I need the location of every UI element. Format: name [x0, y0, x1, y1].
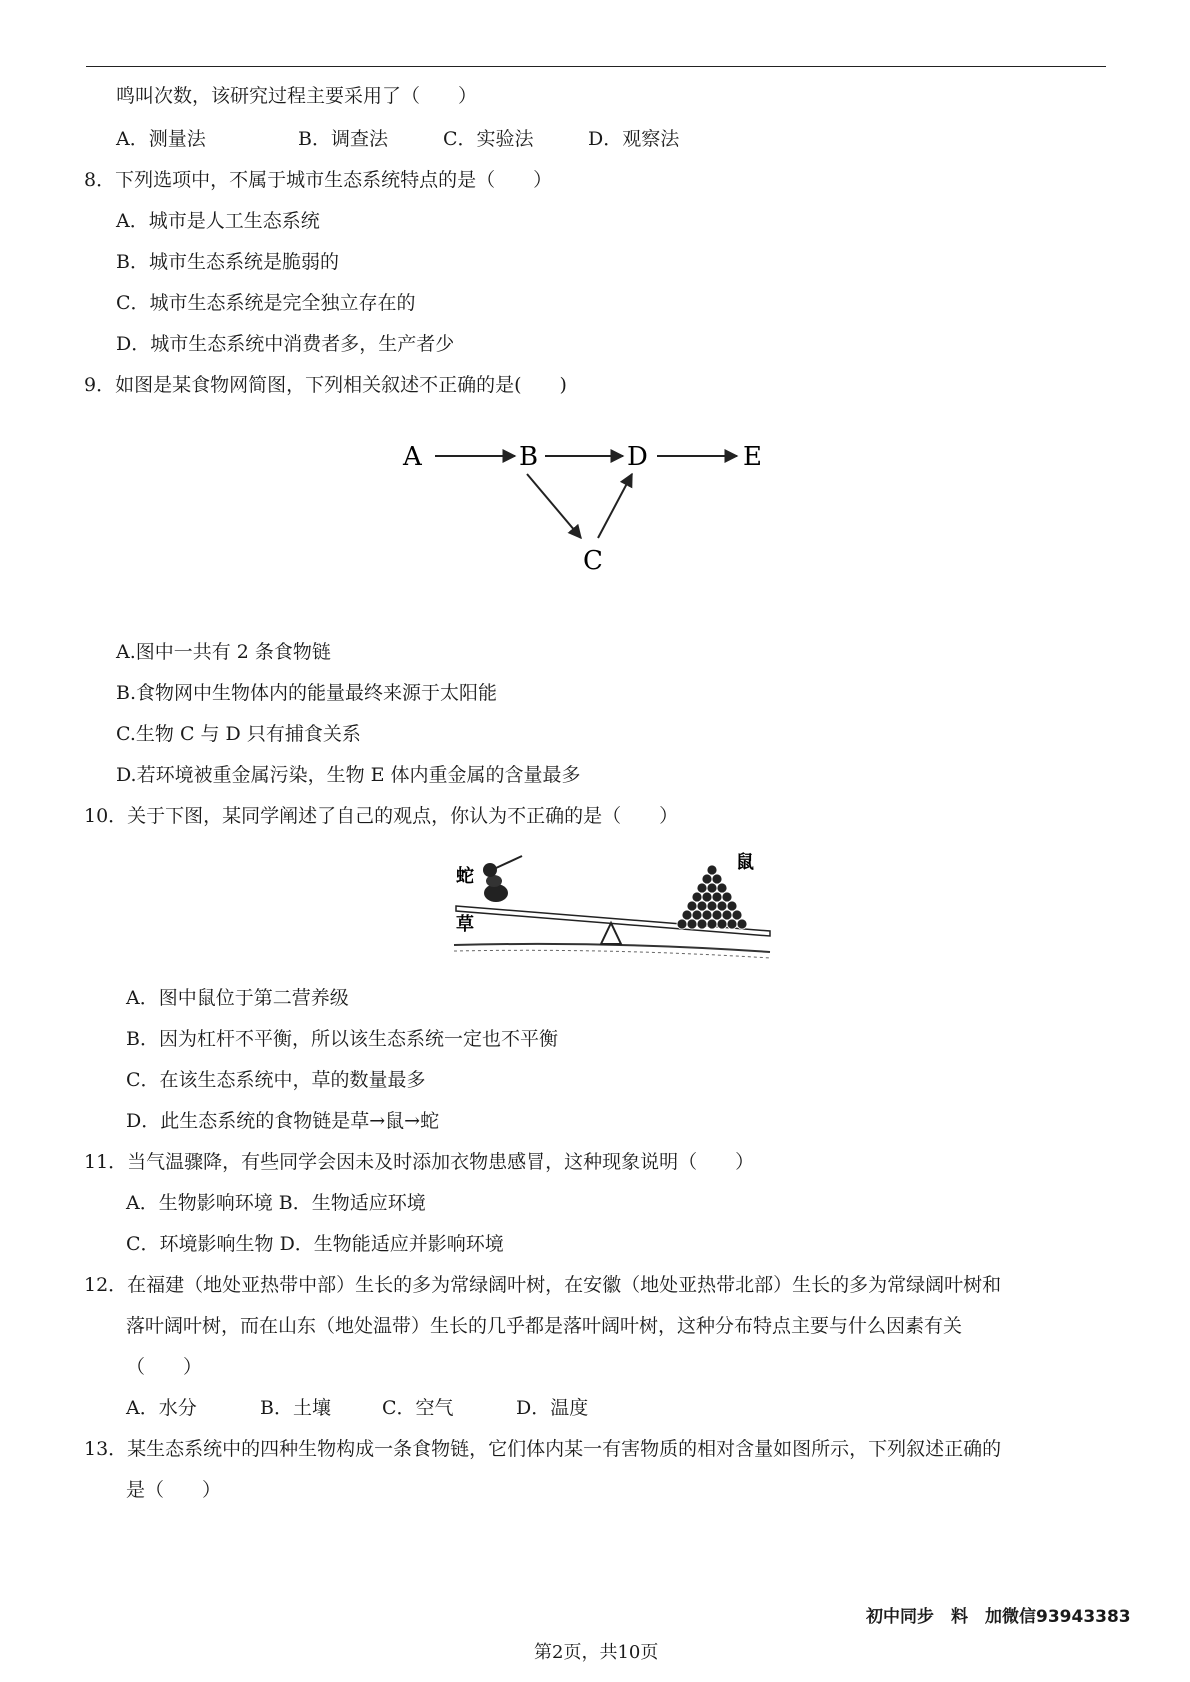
q9-option-a[interactable]: A.图中一共有 2 条食物链	[116, 641, 331, 663]
q7-option-a[interactable]: A．测量法	[116, 128, 206, 150]
q9-stem: 9．如图是某食物网简图，下列相关叙述不正确的是( )	[84, 374, 567, 396]
node-c: C	[583, 546, 603, 576]
q12-stem-line1: 12．在福建（地处亚热带中部）生长的多为常绿阔叶树，在安徽（地处亚热带北部）生长的多为常绿阔叶树和	[84, 1274, 1002, 1296]
q9-option-b[interactable]: B.食物网中生物体内的能量最终来源于太阳能	[116, 682, 498, 704]
node-e: E	[743, 442, 762, 472]
footer-note: 初中同步 料 加微信93943383	[866, 1607, 1131, 1627]
snake-label: 蛇	[456, 866, 474, 887]
mouse-pile-icon	[677, 865, 747, 929]
q12-option-b[interactable]: B．土壤	[260, 1397, 331, 1419]
q12-stem-line2: 落叶阔叶树，而在山东（地处温带）生长的几乎都是落叶阔叶树，这种分布特点主要与什么因素有关	[126, 1315, 963, 1337]
q10-stem: 10．关于下图，某同学阐述了自己的观点，你认为不正确的是（ ）	[84, 805, 679, 827]
q8-option-a[interactable]: A．城市是人工生态系统	[116, 210, 320, 232]
food-web-diagram	[395, 430, 775, 580]
q11-stem: 11．当气温骤降，有些同学会因未及时添加衣物患感冒，这种现象说明（ ）	[84, 1151, 755, 1173]
q9-option-d[interactable]: D.若环境被重金属污染，生物 E 体内重金属的含量最多	[116, 764, 581, 786]
q11-options-row2[interactable]: C．环境影响生物 D．生物能适应并影响环境	[126, 1233, 504, 1255]
snake-icon	[483, 856, 522, 902]
q11-options-row1[interactable]: A．生物影响环境 B．生物适应环境	[126, 1192, 426, 1214]
q10-option-c[interactable]: C．在该生态系统中，草的数量最多	[126, 1069, 426, 1091]
node-a: A	[403, 442, 422, 472]
q12-stem-line3: （ ）	[126, 1356, 203, 1378]
mouse-label: 鼠	[736, 852, 754, 873]
seesaw-figure	[450, 848, 780, 964]
node-d: D	[627, 442, 648, 472]
arrow-b-c	[527, 474, 581, 538]
q13-stem-line1: 13．某生态系统中的四种生物构成一条食物链，它们体内某一有害物质的相对含量如图所示，下列叙述正确的	[84, 1438, 1002, 1460]
q8-option-c[interactable]: C．城市生态系统是完全独立存在的	[116, 292, 416, 314]
arrow-c-d	[598, 474, 632, 538]
q8-option-b[interactable]: B．城市生态系统是脆弱的	[116, 251, 339, 273]
q10-option-b[interactable]: B．因为杠杆不平衡，所以该生态系统一定也不平衡	[126, 1028, 558, 1050]
q9-option-c[interactable]: C.生物 C 与 D 只有捕食关系	[116, 723, 361, 745]
node-b: B	[519, 442, 539, 472]
page-number: 第2页，共10页	[534, 1642, 659, 1663]
q8-stem: 8．下列选项中，不属于城市生态系统特点的是（ ）	[84, 169, 553, 191]
q10-option-a[interactable]: A．图中鼠位于第二营养级	[126, 987, 349, 1009]
q12-option-c[interactable]: C．空气	[382, 1397, 454, 1419]
ground-texture	[454, 950, 770, 958]
q7-option-d[interactable]: D．观察法	[588, 128, 680, 150]
q7-option-b[interactable]: B．调查法	[298, 128, 388, 150]
q12-option-a[interactable]: A．水分	[126, 1397, 197, 1419]
q12-option-d[interactable]: D．温度	[516, 1397, 589, 1419]
q7-option-c[interactable]: C．实验法	[443, 128, 534, 150]
q13-stem-line2: 是（ ）	[126, 1479, 222, 1501]
fulcrum-icon	[601, 923, 621, 944]
grass-label: 草	[456, 914, 474, 935]
header-rule	[86, 66, 1106, 67]
q7-stem: 鸣叫次数，该研究过程主要采用了（ ）	[116, 85, 478, 107]
q8-option-d[interactable]: D．城市生态系统中消费者多，生产者少	[116, 333, 455, 355]
q10-option-d[interactable]: D．此生态系统的食物链是草→鼠→蛇	[126, 1110, 440, 1132]
